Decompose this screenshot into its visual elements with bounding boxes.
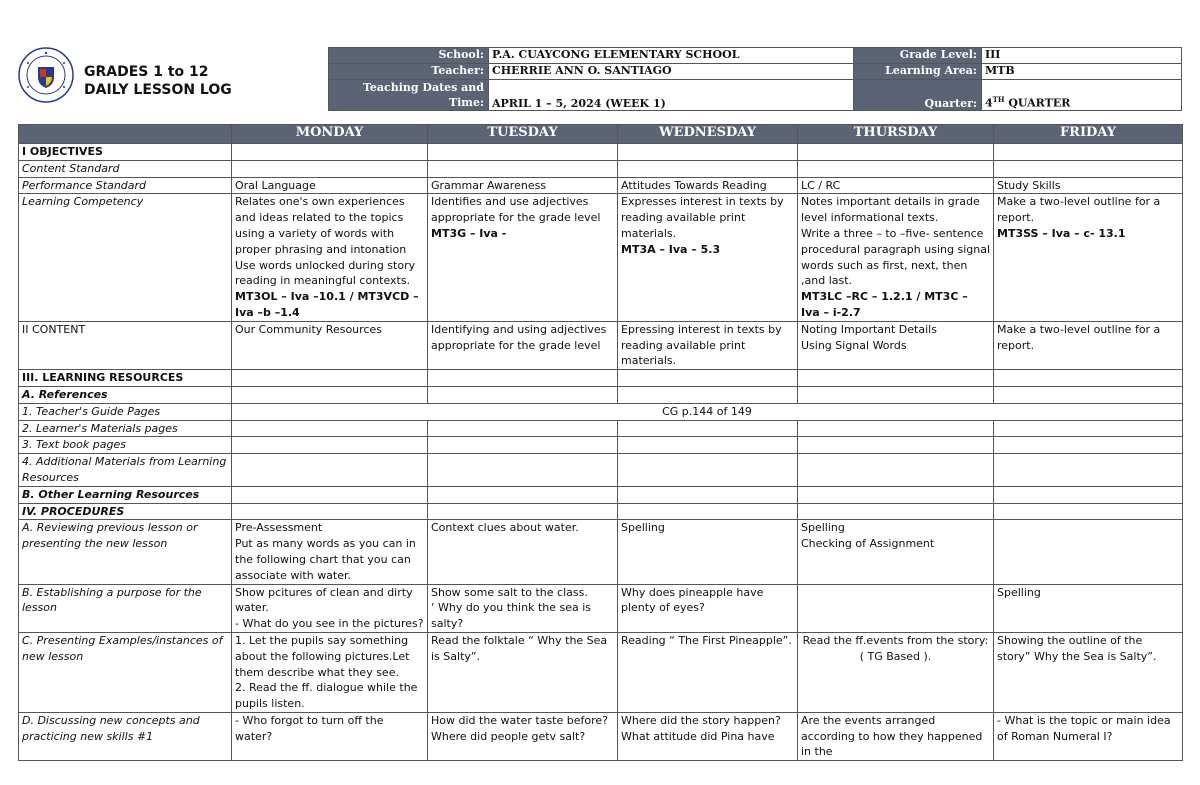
proc-b-friday: Spelling — [994, 584, 1183, 632]
day-header-monday: MONDAY — [232, 125, 428, 144]
row-label-resources: III. LEARNING RESOURCES — [19, 370, 232, 387]
deped-seal-icon — [18, 47, 74, 103]
proc-c-thursday — [798, 632, 994, 712]
content-thursday — [798, 321, 994, 369]
row-label-textbook: 3. Text book pages — [19, 437, 232, 454]
competency-monday-text: Relates one's own experiences and ideas related to the topics using a variety of words with proper phrasing and intonation Use words unlocked during story reading in meaningful contexts. — [235, 195, 416, 288]
proc-c-friday: Showing the outline of the story” Why the Sea is Salty”. — [994, 632, 1183, 712]
proc-b-wednesday: Why does pineapple have plenty of eyes? — [618, 584, 798, 632]
proc-b-tuesday-line-2: ‘ Why do you think the sea is salty? — [431, 601, 592, 631]
quarter-suffix: TH — [992, 95, 1005, 105]
content-wednesday: Epressing interest in texts by reading available print materials. — [618, 321, 798, 369]
proc-b-thursday — [798, 584, 994, 632]
teacher-label: Teacher: — [329, 64, 489, 80]
competency-wednesday — [618, 194, 798, 321]
performance-monday: Oral Language — [232, 177, 428, 194]
proc-c-monday — [232, 632, 428, 712]
row-label-teachers-guide: 1. Teacher's Guide Pages — [19, 403, 232, 420]
row-label-objectives: I OBJECTIVES — [19, 144, 232, 161]
day-header-wednesday: WEDNESDAY — [618, 125, 798, 144]
proc-c-monday-line-2: 2. Read the ff. dialogue while the pupils listen. — [235, 681, 418, 711]
proc-d-friday: - What is the topic or main idea of Roman Numeral I? — [994, 712, 1183, 760]
quarter-number: 4 — [985, 97, 993, 110]
row-label-presenting: C. Presenting Examples/instances of new lesson — [19, 632, 232, 712]
area-value: MTB — [982, 64, 1182, 80]
performance-wednesday: Attitudes Towards Reading — [618, 177, 798, 194]
content-thursday-line-1: Noting Important Details — [801, 322, 937, 336]
proc-a-tuesday: Context clues about water. — [428, 520, 618, 584]
proc-c-thursday-line-1: Read the ff.events from the story: — [802, 633, 989, 647]
row-label-competency: Learning Competency — [19, 194, 232, 321]
content-tuesday: Identifying and using adjectives appropriate for the grade level — [428, 321, 618, 369]
proc-c-monday-line-1: 1. Let the pupils say something about the following pictures.Let them describe what they see. — [235, 633, 410, 679]
proc-d-tuesday: How did the water taste before? Where did people getv salt? — [428, 712, 618, 760]
area-label: Learning Area: — [854, 64, 982, 80]
proc-a-wednesday: Spelling — [618, 520, 798, 584]
lesson-log-table — [18, 124, 1183, 761]
row-label-procedures: IV. PROCEDURES — [19, 503, 232, 520]
competency-tuesday-text: Identifies and use adjectives appropriate for the grade level — [431, 195, 601, 225]
proc-b-monday — [232, 584, 428, 632]
competency-monday — [232, 194, 428, 321]
proc-a-monday — [232, 520, 428, 584]
header-table — [328, 47, 1182, 111]
proc-a-monday-line-1: Pre-Assessment — [235, 521, 323, 535]
day-header-thursday: THURSDAY — [798, 125, 994, 144]
competency-thursday-text-1: Notes important details in grade level informational texts. — [801, 195, 980, 225]
proc-c-wednesday: Reading “ The First Pineapple”. — [618, 632, 798, 712]
corner-header-cell — [19, 125, 232, 144]
row-label-content-standard: Content Standard — [19, 160, 232, 177]
proc-c-thursday-line-2: ( TG Based ). — [859, 649, 932, 663]
proc-a-friday — [994, 520, 1183, 584]
content-thursday-line-2: Using Signal Words — [801, 338, 907, 352]
proc-b-tuesday-line-1: Show some salt to the class. — [431, 585, 588, 599]
row-label-references: A. References — [19, 386, 232, 403]
row-label-additional-materials: 4. Additional Materials from Learning Resources — [19, 454, 232, 487]
row-label-reviewing: A. Reviewing previous lesson or presenting the new lesson — [19, 520, 232, 584]
school-label: School: — [329, 48, 489, 64]
dates-value: APRIL 1 – 5, 2024 (WEEK 1) — [489, 80, 854, 111]
grade-label: Grade Level: — [854, 48, 982, 64]
dates-label: Teaching Dates and Time: — [329, 80, 489, 111]
competency-friday-text: Make a two-level outline for a report. — [997, 195, 1161, 225]
proc-b-tuesday — [428, 584, 618, 632]
grade-value: III — [982, 48, 1182, 64]
quarter-value — [982, 80, 1182, 111]
proc-c-tuesday: Read the folktale “ Why the Sea is Salty”. — [428, 632, 618, 712]
content-friday: Make a two-level outline for a report. — [994, 321, 1183, 369]
school-value: P.A. CUAYCONG ELEMENTARY SCHOOL — [489, 48, 854, 64]
day-header-tuesday: TUESDAY — [428, 125, 618, 144]
row-label-purpose: B. Establishing a purpose for the lesson — [19, 584, 232, 632]
proc-b-monday-line-2: - What do you see in the pictures? — [235, 617, 424, 631]
proc-d-monday: - Who forgot to turn off the water? — [232, 712, 428, 760]
competency-wednesday-text: Expresses interest in texts by reading available print materials. — [621, 195, 784, 240]
competency-thursday-code: MT3LC –RC – 1.2.1 / MT3C – Iva – i-2.7 — [801, 290, 968, 319]
document-title — [84, 63, 232, 99]
competency-friday-code: MT3SS – Iva – c- 13.1 — [997, 226, 1126, 240]
teacher-value: CHERRIE ANN O. SANTIAGO — [489, 64, 854, 80]
proc-b-monday-line-1: Show pcitures of clean and dirty water. — [235, 585, 413, 615]
content-monday: Our Community Resources — [232, 321, 428, 369]
proc-a-thursday-line-2: Checking of Assignment — [801, 537, 935, 551]
performance-tuesday: Grammar Awareness — [428, 177, 618, 194]
row-label-content: II CONTENT — [19, 321, 232, 369]
competency-thursday-text-2: Write a three – to –five- sentence procedural paragraph using signal words such as first, next, then ,and last. — [801, 226, 991, 288]
competency-monday-code: MT3OL – Iva –10.1 / MT3VCD – Iva –b –1.4 — [235, 290, 419, 319]
day-header-friday: FRIDAY — [994, 125, 1183, 144]
proc-a-thursday — [798, 520, 994, 584]
quarter-label: Quarter: — [854, 80, 982, 111]
performance-friday: Study Skills — [994, 177, 1183, 194]
title-line-2: DAILY LESSON LOG — [84, 82, 232, 98]
performance-thursday: LC / RC — [798, 177, 994, 194]
competency-thursday — [798, 194, 994, 321]
competency-tuesday — [428, 194, 618, 321]
competency-wednesday-code: MT3A – Iva – 5.3 — [621, 242, 721, 256]
proc-a-monday-line-2: Put as many words as you can in the following chart that you can associate with water. — [235, 537, 416, 582]
row-label-other-resources: B. Other Learning Resources — [19, 486, 232, 503]
row-label-discussing: D. Discussing new concepts and practicing new skills #1 — [19, 712, 232, 760]
quarter-text: QUARTER — [1004, 97, 1071, 110]
competency-friday — [994, 194, 1183, 321]
proc-a-thursday-line-1: Spelling — [801, 521, 845, 535]
teachers-guide-pages: CG p.144 of 149 — [232, 403, 1183, 420]
proc-d-thursday: Are the events arranged according to how they happened in the — [798, 712, 994, 760]
proc-d-wednesday: Where did the story happen? What attitude did Pina have — [618, 712, 798, 760]
row-label-performance-standard: Performance Standard — [19, 177, 232, 194]
title-line-1: GRADES 1 to 12 — [84, 64, 209, 80]
competency-tuesday-code: MT3G – Iva - — [431, 226, 507, 240]
row-label-learners-materials: 2. Learner's Materials pages — [19, 420, 232, 437]
